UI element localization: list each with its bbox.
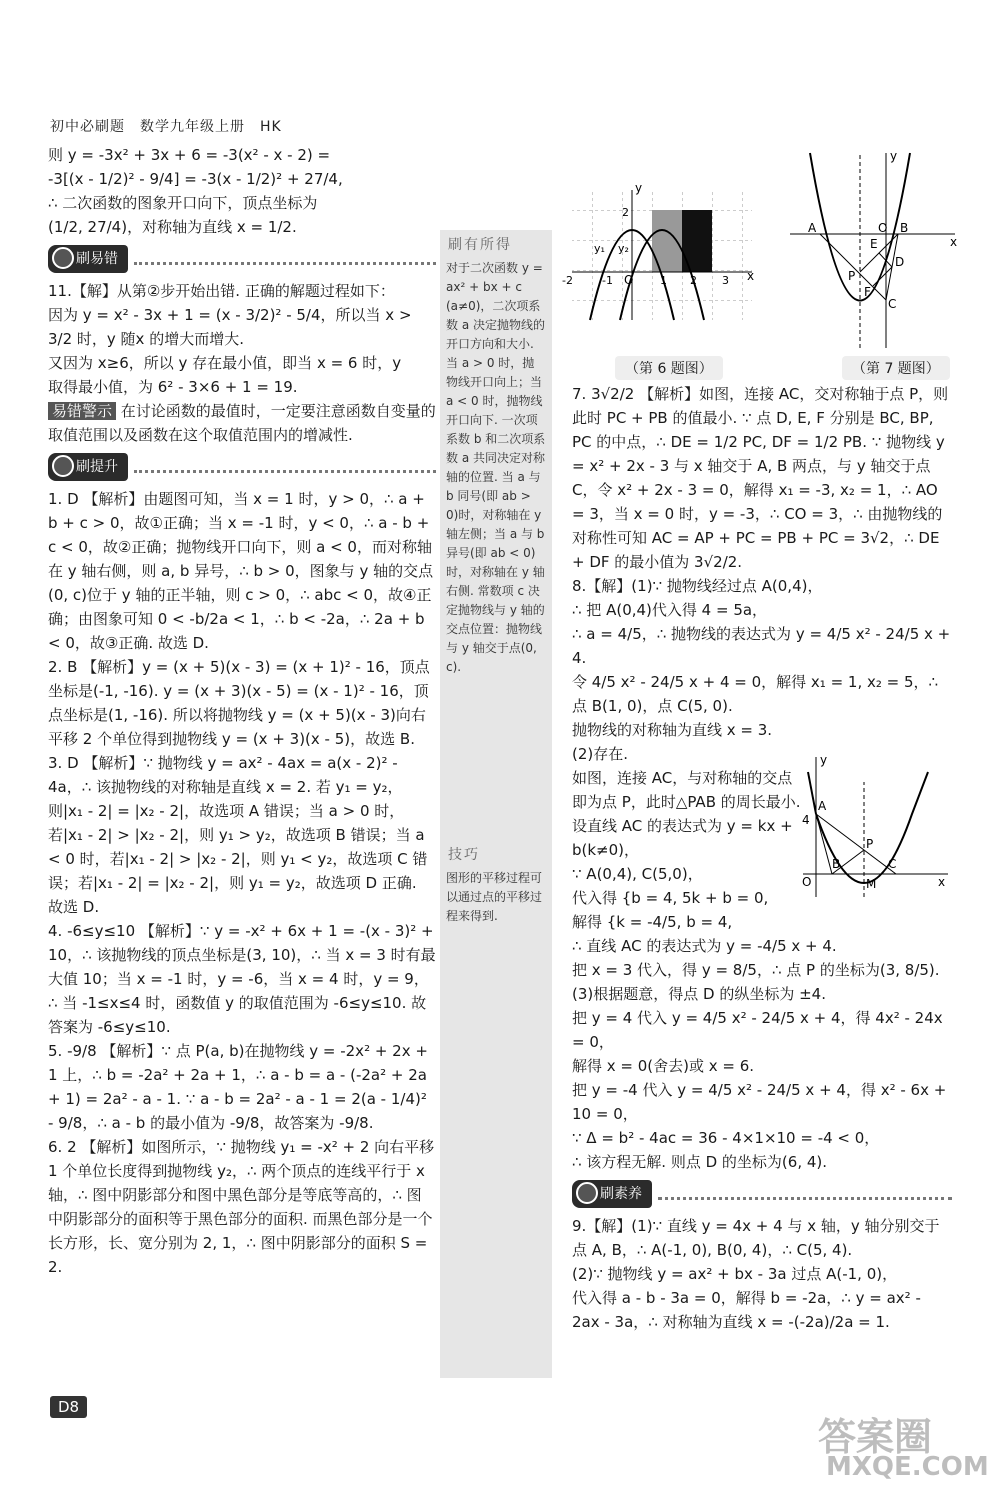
figure-7 [790, 148, 960, 353]
point-label-C: C [888, 857, 897, 871]
answer-q2: 2. B 【解析】y = (x + 5)(x - 3) = (x + 1)² - 16，顶点坐标是(-1, -16). y = (x + 3)(x - 5) = (x - 1)² - 16，顶点坐标是(1, -16). 所以将抛物线 y = (x + 5)(x - 3)向右平移 2 个单位得到抛物线 y = (x + 3)(x - 5)，故选 B. [48, 658, 430, 748]
axis-label-x: x [938, 875, 946, 889]
answer-line: 代入得 {b = 4, 5k + b = 0, [572, 889, 769, 907]
tick-label: 2 [622, 206, 629, 219]
answer-line: 取得最小值，为 6² - 3×6 + 1 = 19. [48, 378, 298, 396]
point-label-A: A [808, 221, 817, 235]
axis-label-x: x [747, 269, 755, 283]
figure-6 [562, 180, 762, 325]
answer-line: 把 y = -4 代入 y = 4/5 x² - 24/5 x + 4，得 x² - 6x + 10 = 0， [572, 1081, 947, 1123]
warning-note [48, 399, 436, 447]
answer-line: ∴ 把 A(0,4)代入得 4 = 5a， [572, 601, 768, 619]
answer-line: ∴ 该方程无解. 则点 D 的坐标为(6, 4). [572, 1153, 828, 1171]
warning-label: 易错警示 [48, 402, 116, 420]
watermark-url: MXQE.COM [826, 1452, 989, 1482]
axis-label-x: x [950, 235, 958, 249]
answer-line: ∵ A(0,4), C(5,0)， [572, 865, 703, 883]
point-label-M: M [866, 877, 877, 891]
point-label-B: B [900, 221, 909, 235]
answer-line: ∵ Δ = b² - 4ac = 36 - 4×1×10 = -4 < 0， [572, 1129, 880, 1147]
point-label-B: B [832, 857, 841, 871]
origin-label: O [802, 875, 812, 889]
answer-q3: 3. D 【解析】∵ 抛物线 y = ax² - 4ax = a(x - 2)² - 4a，∴ 该抛物线的对称轴是直线 x = 2. 若 y₁ = y₂，则|x₁ - 2| = |x₂ - 2|，故选项 A 错误；当 a > 0 时，若|x₁ - 2| > |x₂ - 2|，则 y₁ > y₂，故选项 B 错误；当 a < 0 时，若|x₁ - 2| > |x₂ - 2|，则 y₁ < y₂，故选项 C 错误；若|x₁ - 2| = |x₂ - 2|，则 y₁ = y₂，故选项 D 正确. 故选 D. [48, 754, 428, 916]
answer-line: ∴ 直线 AC 的表达式为 y = -4/5 x + 4. [572, 937, 837, 955]
answer-line: 因为 y = x² - 3x + 1 = (x - 3/2)² - 5/4，所以当 x > [48, 306, 412, 324]
point-label-D: D [895, 255, 905, 269]
running-header: 初中必刷题 数学九年级上册 HK [50, 119, 282, 135]
axis-label-y: y [890, 149, 898, 163]
answer-q5: 5. -9/8 【解析】∵ 点 P(a, b)在抛物线 y = -2x² + 2x + 1 上，∴ b = -2a² + 2a + 1，∴ a - b = a - (-2a² + 2a + 1) = 2a² - a - 1. ∵ a - b = 2a² - a - 1 = 2(a - 1/4)² - 9/8，∴ a - b 的最小值为 -9/8，故答案为 -9/8. [48, 1042, 428, 1132]
warning-text: 在讨论函数的最值时，一定要注意函数自变量的取值范围以及函数在这个取值范围内的增减性. [48, 402, 436, 444]
answer-line: 解得 x = 0(舍去)或 x = 6. [572, 1057, 755, 1075]
text-line: ∴ 二次函数的图象开口向下，顶点坐标为 [48, 194, 318, 212]
page-number: D8 [50, 1396, 87, 1418]
side-text: 图形的平移过程可以通过点的平移过程来得到. [446, 871, 543, 923]
answer-line: 代入得 a - b - 3a = 0，解得 b = -2a，∴ y = ax² - 2ax - 3a，∴ 对称轴为直线 x = -(-2a)/2a = 1. [572, 1289, 921, 1331]
answer-line: 解得 {k = -4/5, b = 4, [572, 913, 733, 931]
answer-q1: 1. D 【解析】由题图可知，当 x = 1 时，y > 0，∴ a + b + c > 0，故①正确；当 x = -1 时，y < 0，∴ a - b + c < 0，故②正确；抛物线开口向下，则 a < 0，而对称轴在 y 轴右侧，则 a, b 异号，∴ b > 0，图象与 y 轴的交点(0, c)位于 y 轴的正半轴，则 c > 0，∴ abc < 0，故④正确；由图象可知 0 < -b/2a < 1，∴ b < -2a，∴ 2a + b < 0，故③正确. 故选 D. [48, 490, 434, 652]
answer-line: 又因为 x≥6，所以 y 存在最小值，即当 x = 6 时，y [48, 354, 402, 372]
point-label-C: C [888, 297, 897, 311]
tick-label: 3 [722, 274, 729, 287]
answer-q7: 7. 3√2/2 【解析】如图，连接 AC，交对称轴于点 P，则此时 PC + PB 的值最小. ∵ 点 D, E, F 分别是 BC, BP, PC 的中点，∴ DE = 1/2 PC, DF = 1/2 PB. ∵ 抛物线 y = x² + 2x - 3 与 x 轴交于 A, B 两点，与 y 轴交于点 C，令 x² + 2x - 3 = 0，解得 x₁ = -3, x₂ = 1，∴ AO = 3，当 x = 0 时，y = -3，∴ CO = 3，∴ 由抛物线的对称性可知 AC = AP + PC = PB + PC = 3√2，∴ DE + DF 的最小值为 3√2/2. [572, 385, 949, 571]
point-label-P: P [848, 269, 856, 283]
answer-line: 令 4/5 x² - 24/5 x + 4 = 0，解得 x₁ = 1, x₂ = 5，∴ 点 B(1, 0)，点 C(5, 0). [572, 673, 939, 715]
answer-line: 9.【解】(1)∵ 直线 y = 4x + 4 与 x 轴，y 轴分别交于点 A, B，∴ A(-1, 0), B(0, 4)，∴ C(5, 4). [572, 1217, 940, 1259]
tick-label: 2 [690, 274, 697, 287]
curve-label: y₁ [594, 242, 605, 255]
section-header [572, 1180, 952, 1208]
section-header [48, 245, 436, 273]
point-label-F: F [864, 285, 871, 299]
section-tag: 刷提升 [48, 453, 128, 481]
answer-line: 11.【解】从第②步开始出错. 正确的解题过程如下： [48, 282, 395, 300]
answer-line: (2)存在. [572, 745, 629, 763]
point-label-P: P [866, 837, 874, 851]
side-title: 技巧 [448, 847, 480, 863]
point-label-A: A [818, 799, 827, 813]
answer-line: 3/2 时，y 随x 的增大而增大. [48, 330, 244, 348]
side-notes [440, 230, 552, 1378]
answer-line: 把 y = 4 代入 y = 4/5 x² - 24/5 x + 4，得 4x² - 24x = 0， [572, 1009, 943, 1051]
answer-line: 抛物线的对称轴为直线 x = 3. [572, 721, 773, 739]
curve-label: y₂ [618, 242, 629, 255]
text-line: -3[(x - 1/2)² - 9/4] = -3(x - 1/2)² + 27/4, [48, 170, 343, 188]
answer-line: (3)根据题意，得点 D 的纵坐标为 ±4. [572, 985, 826, 1003]
segment-AB [816, 814, 832, 874]
figure-7-caption: （第 7 题图） [842, 356, 950, 380]
section-tag: 刷易错 [48, 245, 128, 273]
tick-label: -2 [562, 274, 573, 287]
tick-label: 4 [802, 813, 810, 827]
tick-label: -1 [602, 274, 613, 287]
side-text: 对于二次函数 y = ax² + bx + c (a≠0)，二次项系数 a 决定抛物线的开口方向和大小. 当 a > 0 时，抛物线开口向上；当 a < 0 时，抛物线开口向下. 一次项系数 b 和二次项系数 a 共同决定对称轴的位置. 当 a 与 b 同号(即 ab > 0)时，对称轴在 y 轴左侧；当 a 与 b 异号(即 ab < 0)时，对称轴在 y 轴右侧. 常数项 c 决定抛物线与 y 轴的交点位置：抛物线与 y 轴交于点(0, c). [446, 261, 546, 674]
side-title: 刷有所得 [448, 237, 512, 253]
left-column [48, 143, 436, 1279]
answer-line: 设直线 AC 的表达式为 y = kx + b(k≠0)， [572, 817, 793, 859]
answer-line: 如图，连接 AC，与对称轴的交点即为点 P，此时△PAB 的周长最小. [572, 769, 801, 811]
origin-label: O [878, 221, 888, 235]
text-line: 则 y = -3x² + 3x + 6 = -3(x² - x - 2) = [48, 146, 331, 164]
parabola-left-arm [808, 772, 816, 814]
tick-label: 1 [660, 274, 667, 287]
answer-q4: 4. -6≤y≤10 【解析】∵ y = -x² + 6x + 1 = -(x - 3)² + 10，∴ 该抛物线的顶点坐标是(3, 10)，∴ 当 x = 3 时有最大值 10；当 x = -1 时，y = -6，当 x = 4 时，y = 9，∴ 当 -1≤x≤4 时，函数值 y 的取值范围为 -6≤y≤10. 故答案为 -6≤y≤10. [48, 922, 436, 1036]
answer-q6: 6. 2 【解析】如图所示，∵ 抛物线 y₁ = -x² + 2 向右平移 1 个单位长度得到抛物线 y₂，∴ 两个顶点的连线平行于 x 轴，∴ 图中阴影部分和图中黑色部分是等底等高的，∴ 图中阴影部分的面积等于黑色部分的面积. 而黑色部分是一个长方形，长、宽分别为 2, 1，∴ 图中阴影部分的面积 S = 2. [48, 1138, 435, 1276]
axis-label-y: y [635, 181, 643, 195]
axis-label-y: y [820, 753, 828, 767]
answer-line: 8.【解】(1)∵ 抛物线经过点 A(0,4)， [572, 577, 823, 595]
figure-8 [798, 752, 953, 902]
answer-line: 把 x = 3 代入，得 y = 8/5，∴ 点 P 的坐标为(3, 8/5). [572, 961, 940, 979]
answer-line: (2)∵ 抛物线 y = ax² + bx - 3a 过点 A(-1, 0)， [572, 1265, 898, 1283]
watermark: 答案圈 [818, 1415, 933, 1459]
text-line: (1/2, 27/4)，对称轴为直线 x = 1/2. [48, 218, 297, 236]
origin-label: O [624, 273, 634, 287]
point-label-E: E [870, 237, 878, 251]
answer-line: ∴ a = 4/5，∴ 抛物线的表达式为 y = 4/5 x² - 24/5 x + 4. [572, 625, 951, 667]
figure-6-caption: （第 6 题图） [615, 356, 723, 380]
section-tag: 刷素养 [572, 1180, 652, 1208]
section-header [48, 453, 436, 481]
